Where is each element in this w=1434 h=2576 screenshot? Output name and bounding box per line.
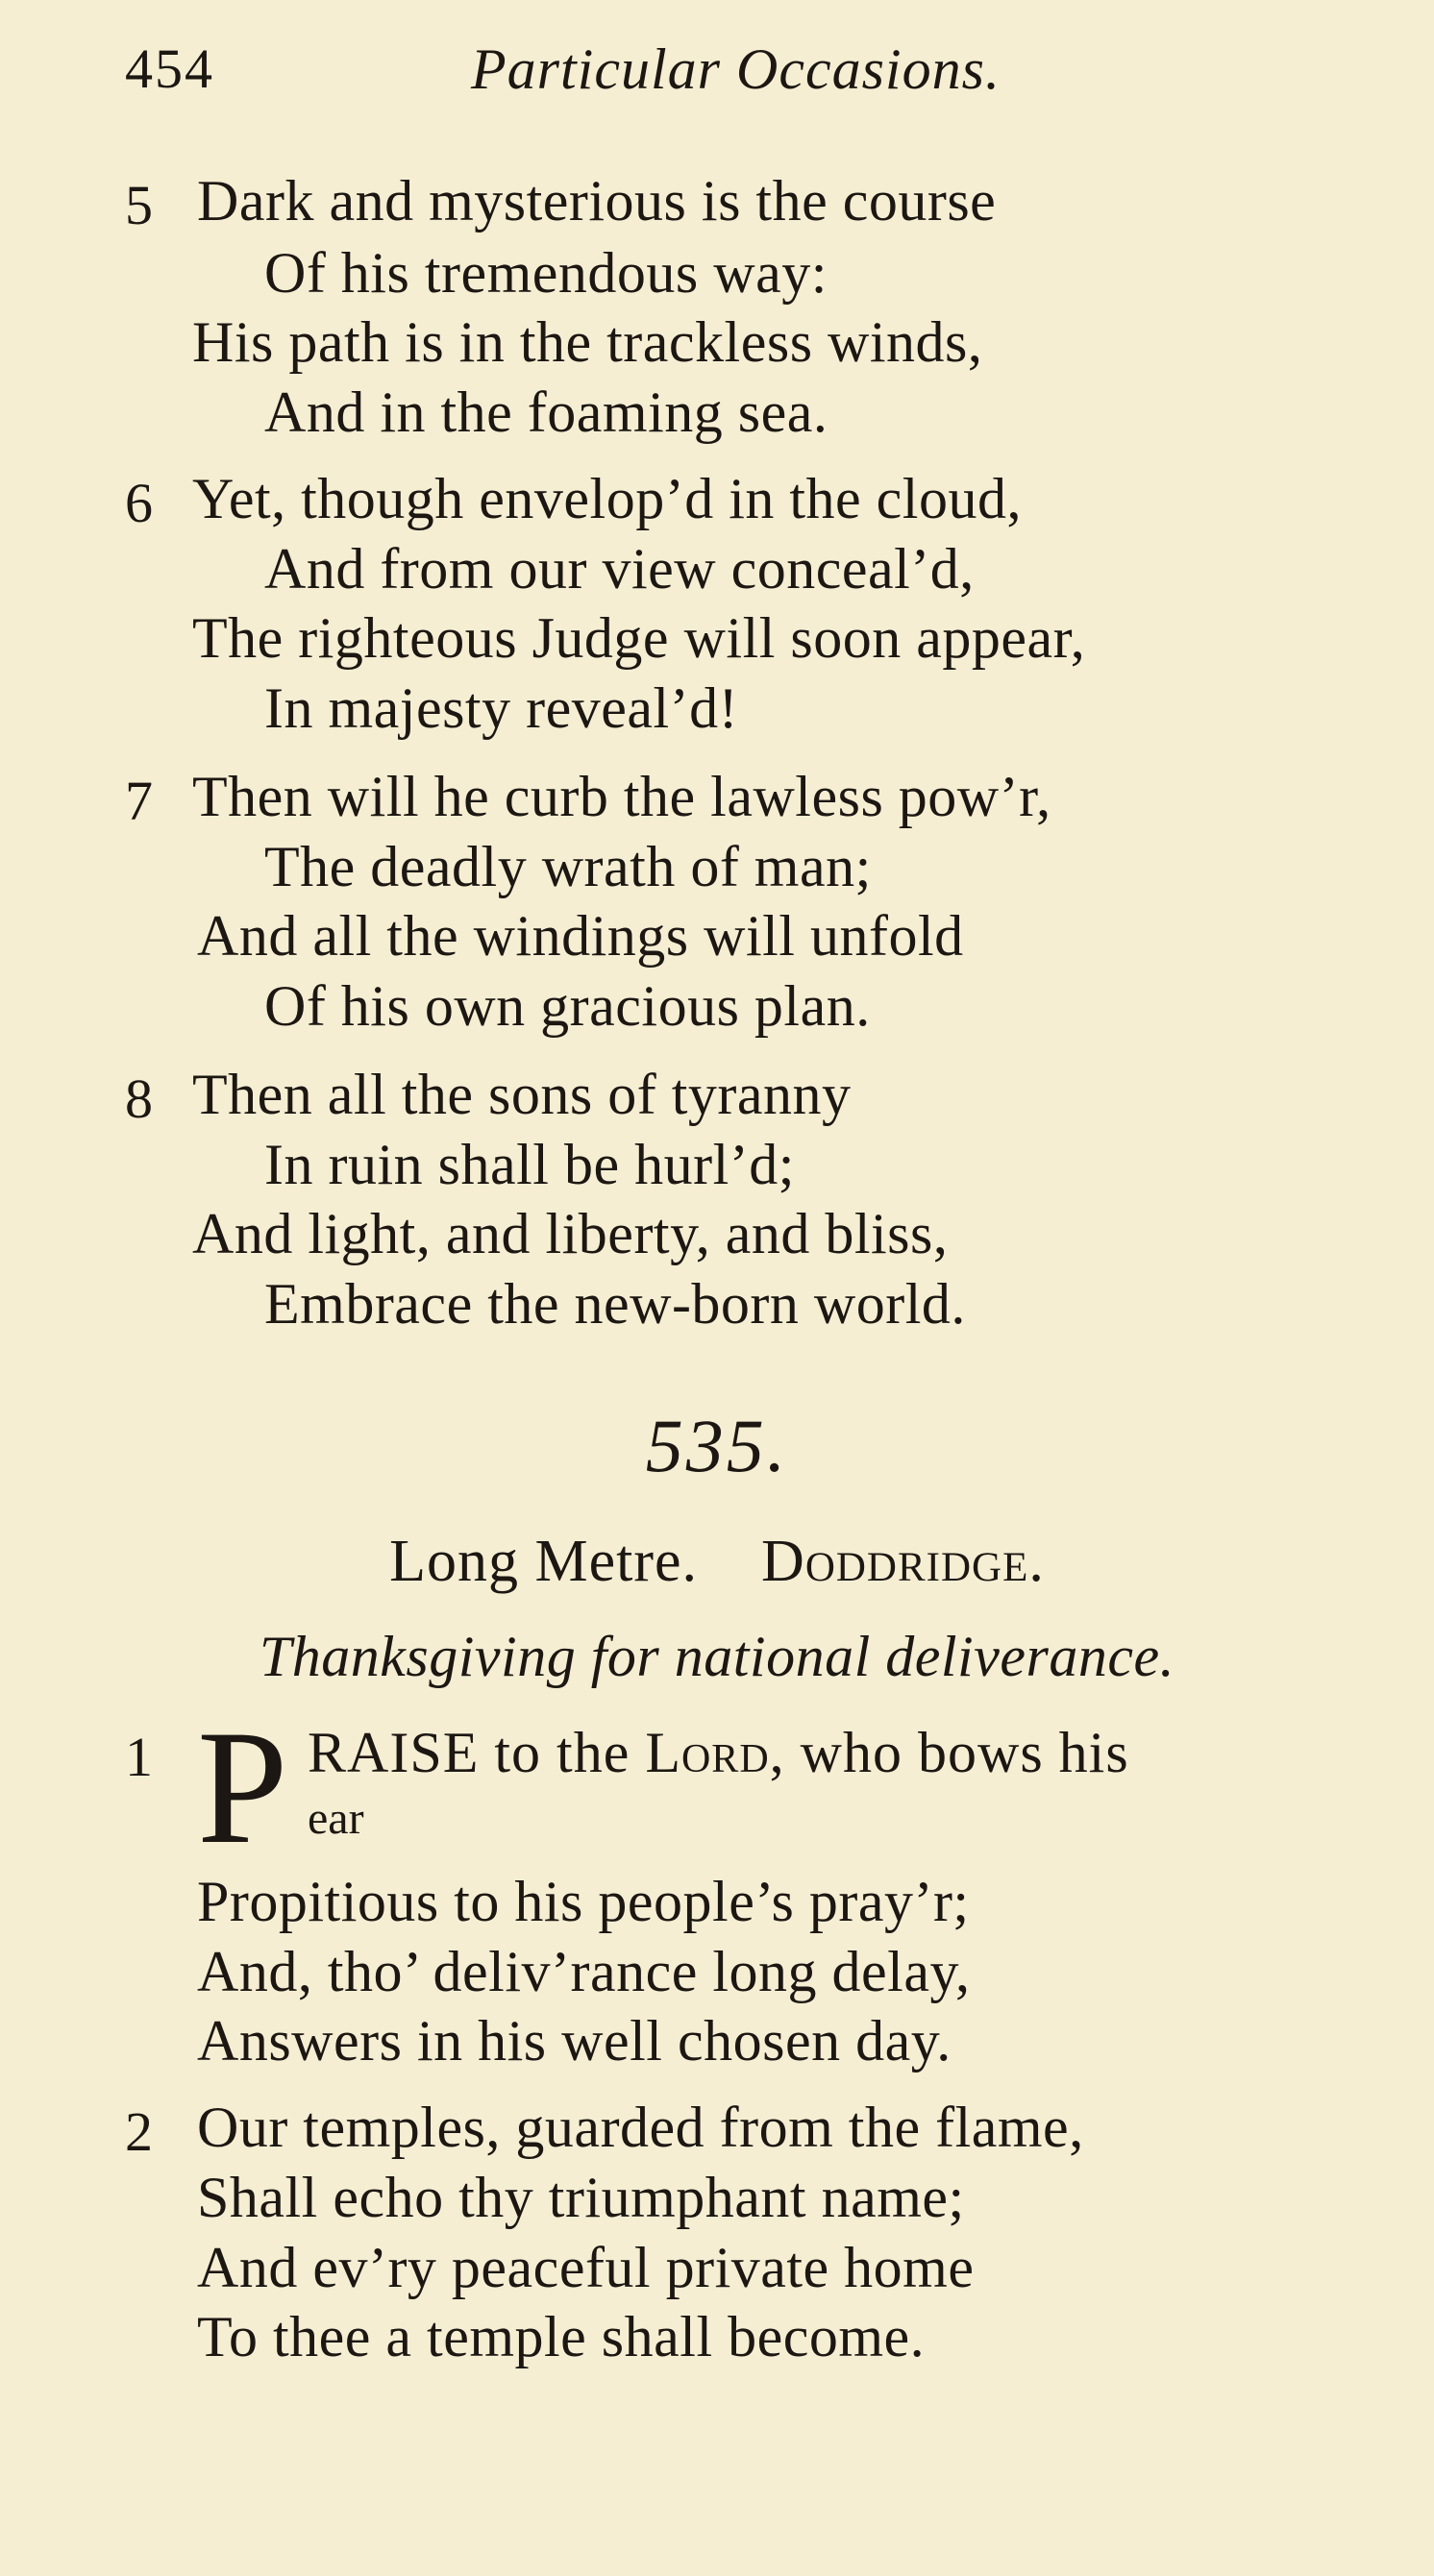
page-header [125,27,1374,113]
verse-line: And, tho’ deliv’rance long delay, [197,1940,971,2003]
verse-line: His path is in the trackless winds, [192,310,983,374]
verse-line: To thee a temple shall become. [197,2305,926,2368]
stanza-number: 2 [125,2100,153,2163]
verse-line: And light, and liberty, and bliss, [192,1202,949,1265]
stanza-number: 1 [125,1726,153,1788]
hymn-number: 535. [645,1404,789,1487]
hymn-author: Doddridge. [761,1529,1045,1594]
verse-line-first [308,1720,1129,1786]
verse-line: Then will he curb the lawless pow’r, [192,765,1051,828]
verse-line: Propitious to his people’s pray’r; [197,1870,970,1933]
verse-line: In majesty reveal’d! [264,676,739,740]
verse-line: And all the windings will unfold [197,904,964,968]
page-number: 454 [125,37,214,100]
verse-line: In ruin shall be hurl’d; [264,1133,795,1196]
verse-line: Embrace the new-born world. [264,1272,966,1336]
verse-line: Our temples, guarded from the flame, [197,2096,1084,2159]
verse-line: The righteous Judge will soon appear, [192,606,1086,670]
verse-line: And from our view conceal’d, [264,537,975,601]
verse-line: And in the foaming sea. [264,380,828,444]
verse-line: Shall echo thy triumphant name; [197,2166,965,2229]
running-title: Particular Occasions. [471,37,1001,101]
stanza-number: 6 [125,472,153,534]
stanza-number: 8 [125,1067,153,1130]
first-line-start: RAISE to the [308,1721,630,1784]
stanza-number: 7 [125,770,153,832]
hymn-subject: Thanksgiving for national deliverance. [259,1625,1175,1688]
hymn-metre: Long Metre. [389,1529,699,1594]
verse-line: And ev’ry peaceful private home [197,2236,975,2299]
verse-line: Then all the sons of tyranny [192,1063,852,1126]
verse-line: Of his tremendous way: [264,241,828,305]
first-line-end: , who bows his [769,1721,1129,1784]
verse-line: Answers in his well chosen day. [197,2009,952,2073]
stanza-number: 5 [125,174,153,236]
first-line-tail: ear [308,1793,364,1844]
drop-cap: P [197,1697,288,1877]
hymn-metre-author [0,1528,1434,1596]
verse-line: Dark and mysterious is the course [197,169,997,233]
first-line-lord: Lord [645,1721,770,1784]
verse-line: Yet, though envelop’d in the cloud, [192,467,1022,530]
verse-line: Of his own gracious plan. [264,974,871,1038]
verse-line: The deadly wrath of man; [264,835,872,898]
